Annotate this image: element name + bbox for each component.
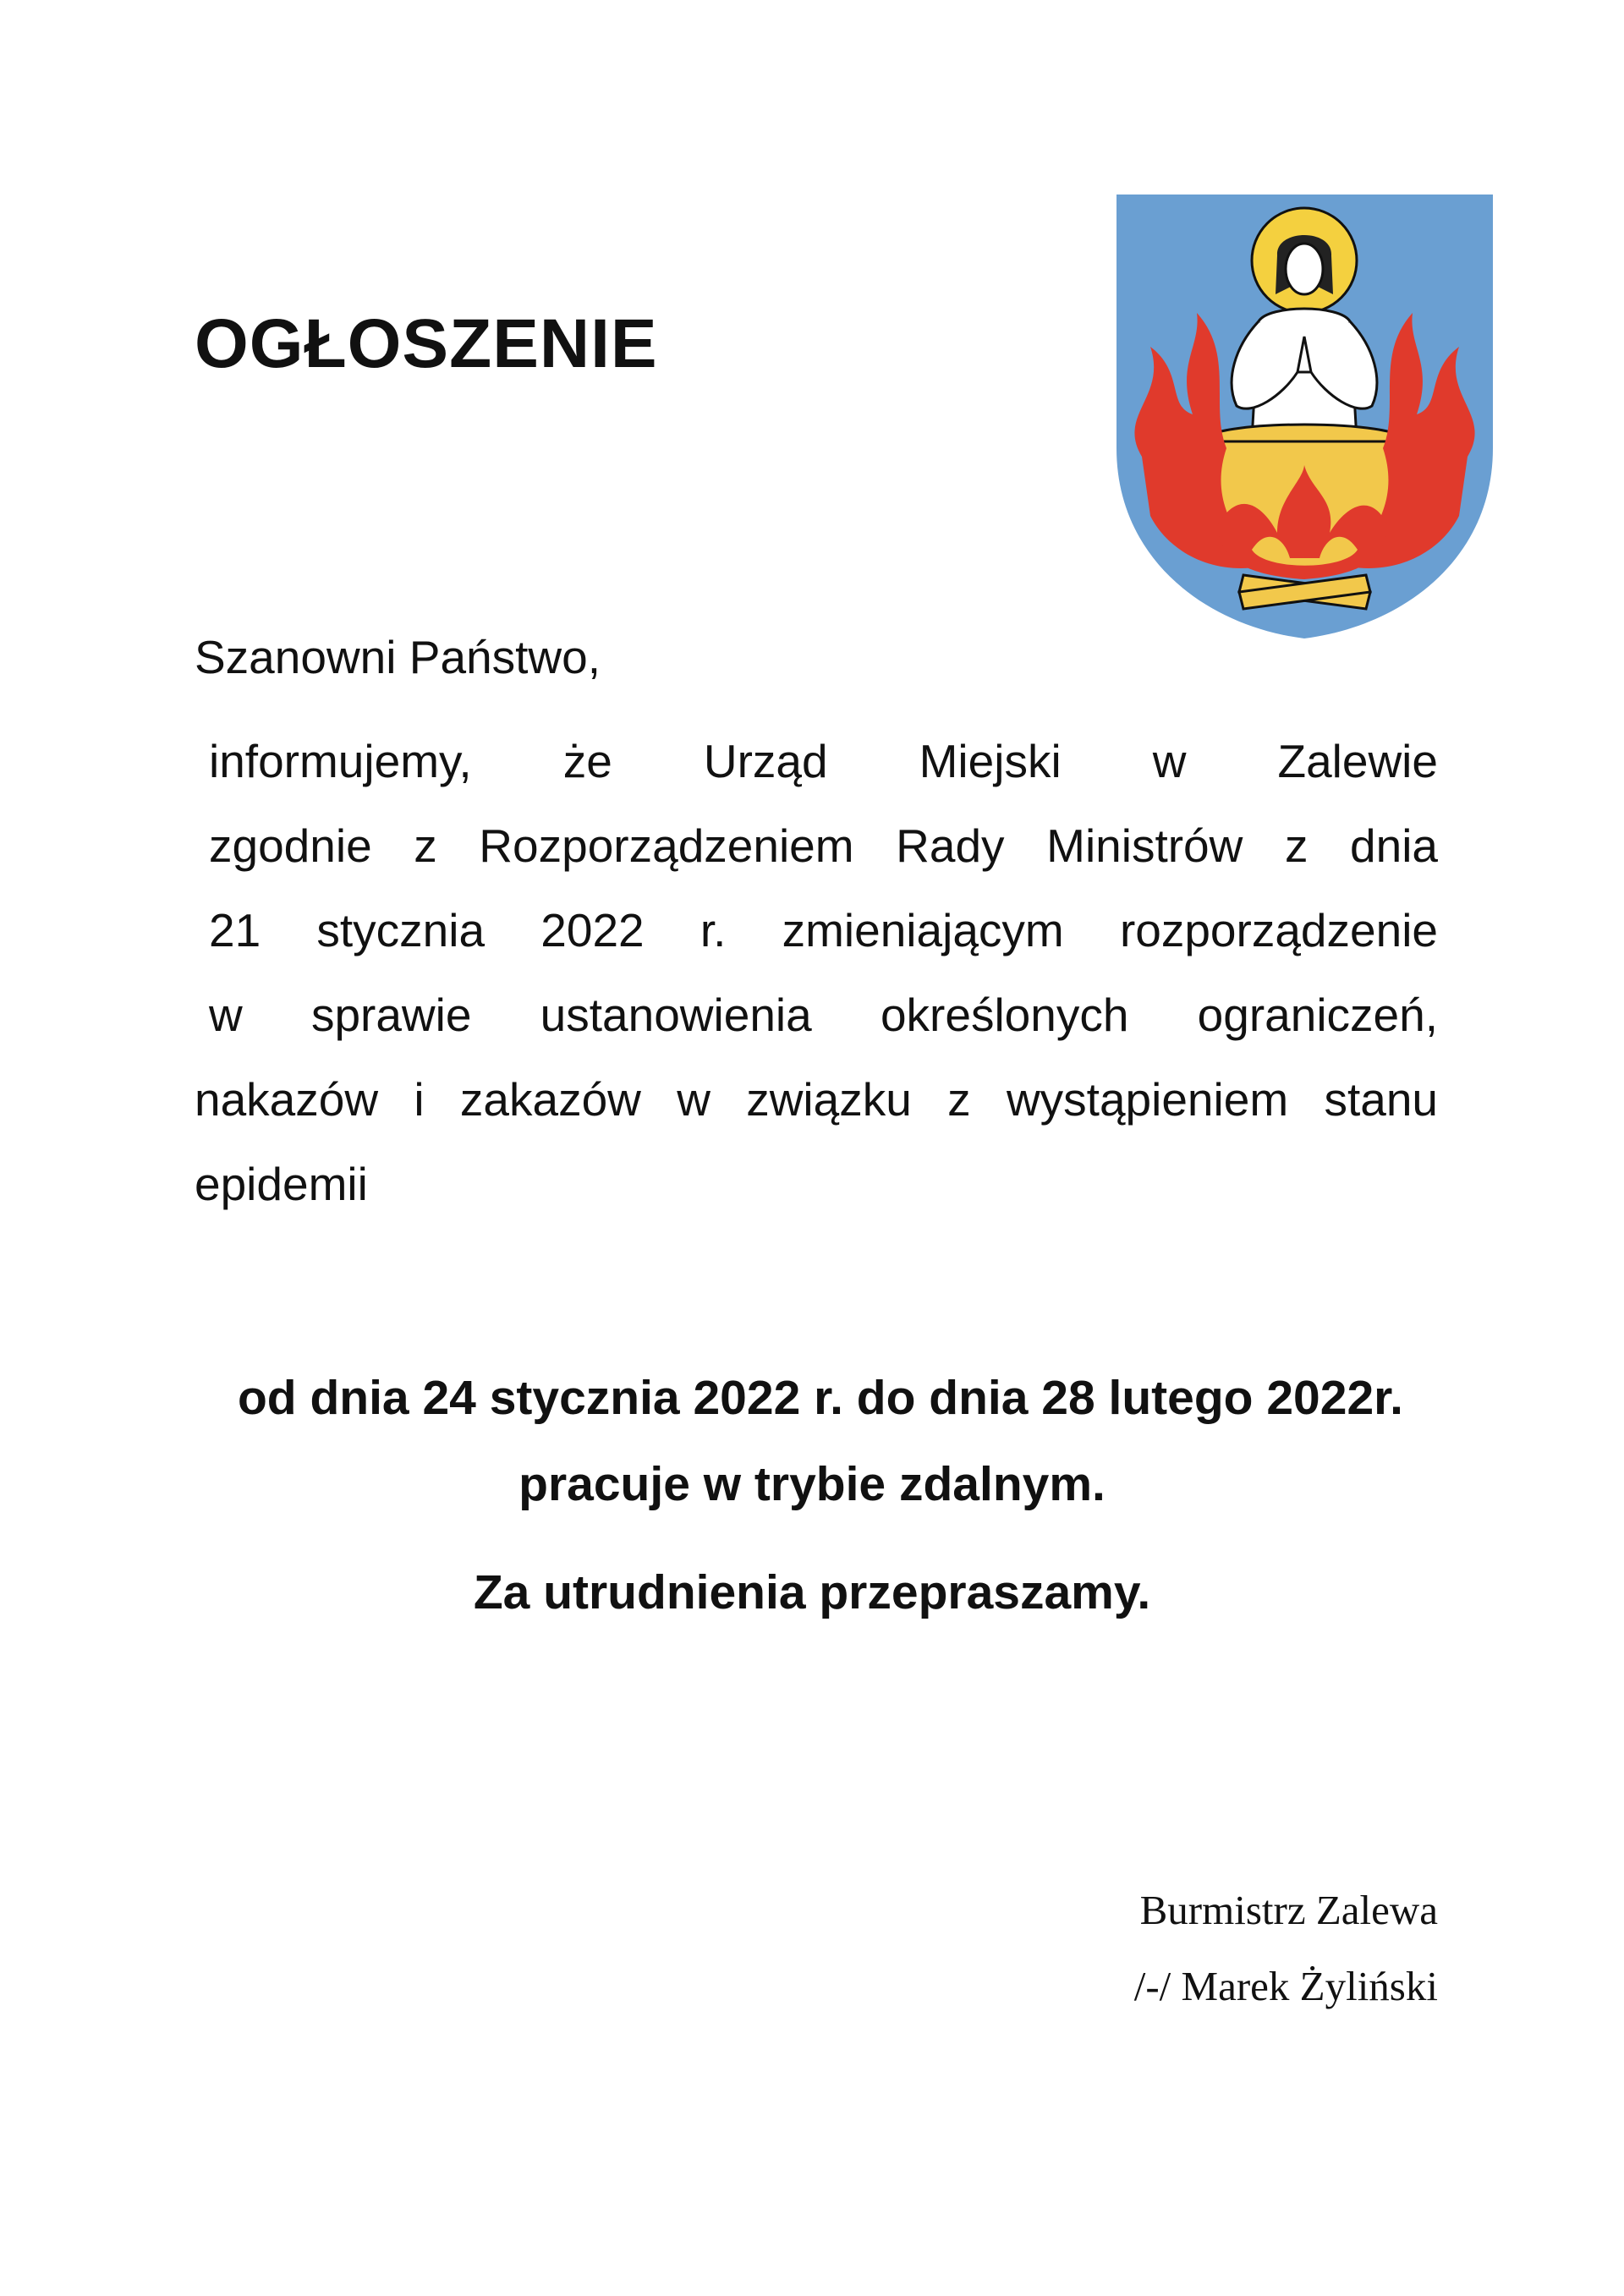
dates-line: od dnia 24 stycznia 2022 r. do dnia 28 lutego 2022r. xyxy=(237,1371,1404,1425)
salutation: Szanowni Państwo, xyxy=(195,631,601,683)
body-line: informujemy, że Urząd Miejski w Zalewie xyxy=(209,735,1438,787)
body-line: w sprawie ustanowienia określonych ograniczeń, xyxy=(209,989,1438,1041)
apology-line: Za utrudnienia przepraszamy. xyxy=(473,1565,1151,1619)
mode-line: pracuje w trybie zdalnym. xyxy=(518,1457,1106,1511)
body-line: 21 stycznia 2022 r. zmieniającym rozporządzenie xyxy=(209,904,1438,956)
body-line: epidemii xyxy=(195,1158,368,1210)
body-line: zgodnie z Rozporządzeniem Rady Ministrów z dnia xyxy=(209,819,1438,872)
page-title: OGŁOSZENIE xyxy=(195,305,658,382)
signature-role: Burmistrz Zalewa xyxy=(1139,1887,1438,1933)
coat-of-arms-icon xyxy=(1116,195,1493,638)
body-line: nakazów i zakazów w związku z wystąpieniem stanu xyxy=(195,1073,1438,1126)
signature-name: /-/ Marek Żyliński xyxy=(1133,1963,1438,2009)
